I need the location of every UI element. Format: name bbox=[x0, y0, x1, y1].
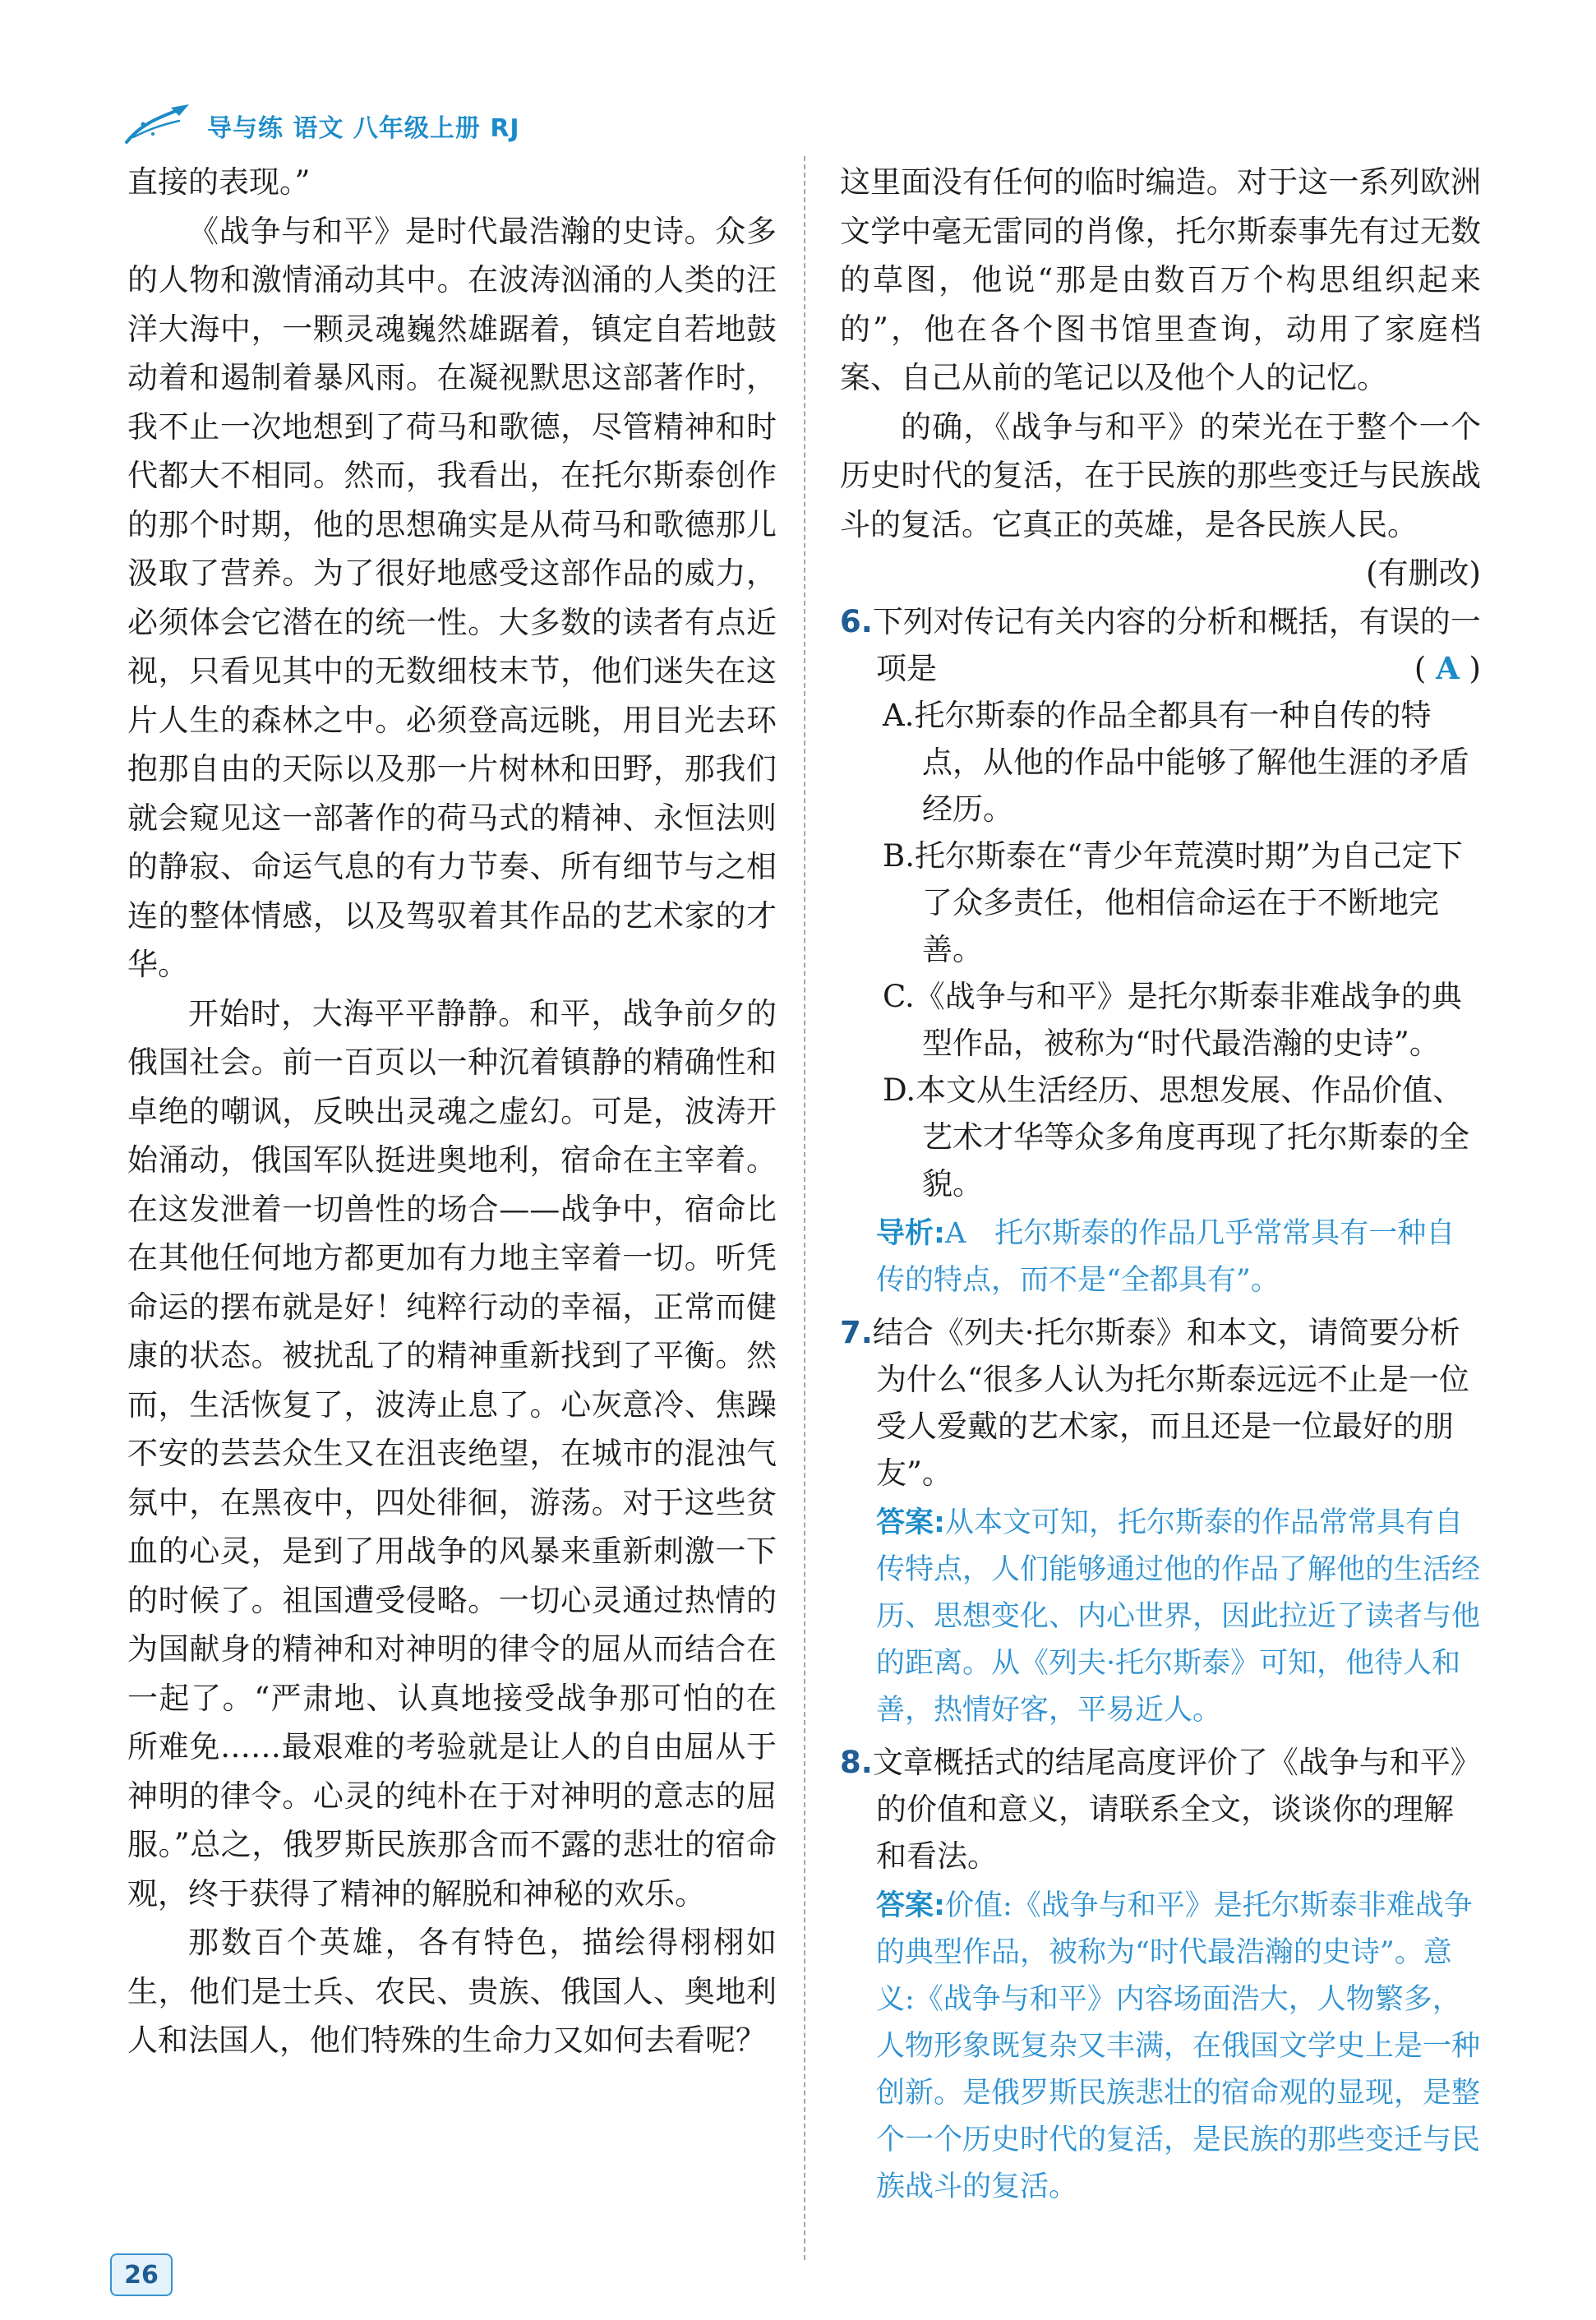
question-text: 结合《列夫·托尔斯泰》和本文，请简要分析为什么“很多人认为托尔斯泰远远不止是一位受人爱戴的艺术家，而且还是一位最好的朋友”。 bbox=[872, 1314, 1469, 1491]
page-header bbox=[122, 97, 520, 155]
right-column bbox=[840, 158, 1481, 2216]
question-8 bbox=[840, 1739, 1481, 2211]
question-text: 下列对传记有关内容的分析和概括，有误的一项是 bbox=[872, 603, 1481, 686]
left-column bbox=[127, 158, 777, 2065]
option-a: A.托尔斯泰的作品全都具有一种自传的特点，从他的作品中能够了解他生涯的矛盾经历。 bbox=[883, 697, 1469, 827]
question-6 bbox=[840, 598, 1481, 1304]
guide-label: 导析: bbox=[876, 1216, 945, 1250]
guide-analysis bbox=[840, 1211, 1481, 1304]
answer-block bbox=[840, 1883, 1481, 2211]
option-b: B.托尔斯泰在“青少年荒漠时期”为自己定下了众多责任，他相信命运在于不断地完善。 bbox=[883, 837, 1463, 967]
answer-text: 价值:《战争与和平》是托尔斯泰非难战争的典型作品，被称为“时代最浩瀚的史诗”。意义:《战争与和平》内容场面浩大，人物繁多，人物形象既复杂又丰满，在俄国文学史上是一种创新。是俄罗斯民族悲壮的宿命观的显现，是整个一个历史时代的复活，是民族的那些变迁与民族战斗的复活。 bbox=[876, 1889, 1481, 2203]
paragraph: 的确，《战争与和平》的荣光在于整个一个历史时代的复活，在于民族的那些变迁与民族战斗的复活。它真正的英雄，是各民族人民。 bbox=[840, 408, 1481, 542]
answer-label: 答案: bbox=[876, 1506, 945, 1539]
option-d: D.本文从生活经历、思想发展、作品价值、艺术才华等众多角度再现了托尔斯泰的全貌。 bbox=[883, 1072, 1469, 1202]
answer-block bbox=[840, 1500, 1481, 1734]
paragraph: 《战争与和平》是时代最浩瀚的史诗。众多的人物和激情涌动其中。在波涛汹涌的人类的汪洋大海中，一颗灵魂巍然雄踞着，镇定自若地鼓动着和遏制着暴风雨。在凝视默思这部著作时，我不止一次地想到了荷马和歌德，尽管精神和时代都大不相同。然而，我看出，在托尔斯泰创作的那个时期，他的思想确实是从荷马和歌德那儿汲取了营养。为了很好地感受这部作品的威力，必须体会它潜在的统一性。大多数的读者有点近视，只看见其中的无数细枝末节，他们迷失在这片人生的森林之中。必须登高远眺，用目光去环抱那自由的天际以及那一片树林和田野，那我们就会窥见这一部著作的荷马式的精神、永恒法则的静寂、命运气息的有力节奏、所有细节与之相连的整体情感，以及驾驭着其作品的艺术家的才华。 bbox=[127, 213, 777, 982]
answer-letter: A bbox=[1436, 649, 1460, 686]
answer-bracket: ( A ) bbox=[1414, 649, 1481, 686]
answer-label: 答案: bbox=[876, 1889, 945, 1922]
paragraph: 开始时，大海平平静静。和平，战争前夕的俄国社会。前一百页以一种沉着镇静的精确性和卓绝的嘲讽，反映出灵魂之虚幻。可是，波涛开始涌动，俄国军队挺进奥地利，宿命在主宰着。在这发泄着一切兽性的场合——战争中，宿命比在其他任何地方都更加有力地主宰着一切。听凭命运的摆布就是好！纯粹行动的幸福，正常而健康的状态。被扰乱了的精神重新找到了平衡。然而，生活恢复了，波涛止息了。心灰意冷、焦躁不安的芸芸众生又在沮丧绝望，在城市的混浊气氛中，在黑夜中，四处徘徊，游荡。对于这些贫血的心灵，是到了用战争的风暴来重新刺激一下的时候了。祖国遭受侵略。一切心灵通过热情的为国献身的精神和对神明的律令的屈从而结合在一起了。“严肃地、认真地接受战争那可怕的在所难免……最艰难的考验就是让人的自由屈从于神明的律令。心灵的纯朴在于对神明的意志的屈服。”总之，俄罗斯民族那含而不露的悲壮的宿命观，终于获得了精神的解脱和神秘的欢乐。 bbox=[127, 995, 777, 1912]
page-number: 26 bbox=[110, 2253, 173, 2296]
book-title: 导与练 语文 八年级上册 RJ bbox=[207, 114, 520, 143]
guide-text: A 托尔斯泰的作品几乎常常具有一种自传的特点，而不是“全都具有”。 bbox=[876, 1216, 1455, 1297]
question-number: 6. bbox=[840, 603, 873, 639]
paragraph: 直接的表现。” bbox=[127, 164, 311, 200]
option-c: C.《战争与和平》是托尔斯泰非难战争的典型作品，被称为“时代最浩瀚的史诗”。 bbox=[883, 978, 1462, 1061]
paragraph: 这里面没有任何的临时编造。对于这一系列欧洲文学中毫无雷同的肖像，托尔斯泰事先有过无数的草图，他说“那是由数百万个构思组织起来的”，他在各个图书馆里查询，动用了家庭档案、自己从前的笔记以及他个人的记忆。 bbox=[840, 164, 1481, 395]
paragraph: 那数百个英雄，各有特色，描绘得栩栩如生，他们是士兵、农民、贵族、俄国人、奥地利人和法国人，他们特殊的生命力又如何去看呢？ bbox=[127, 1925, 777, 2058]
question-7 bbox=[840, 1309, 1481, 1734]
question-number: 7. bbox=[840, 1314, 873, 1350]
answer-text: 从本文可知，托尔斯泰的作品常常具有自传特点，人们能够通过他的作品了解他的生活经历、思想变化、内心世界，因此拉近了读者与他的距离。从《列夫·托尔斯泰》可知，他待人和善，热情好客，平易近人。 bbox=[876, 1506, 1481, 1727]
question-number: 8. bbox=[840, 1744, 873, 1780]
source-note: (有删改) bbox=[1366, 556, 1481, 591]
question-text: 文章概括式的结尾高度评价了《战争与和平》的价值和意义，请联系全文，谈谈你的理解和看法。 bbox=[872, 1744, 1481, 1874]
pen-swoosh-icon bbox=[122, 101, 196, 150]
column-divider bbox=[804, 156, 805, 2260]
